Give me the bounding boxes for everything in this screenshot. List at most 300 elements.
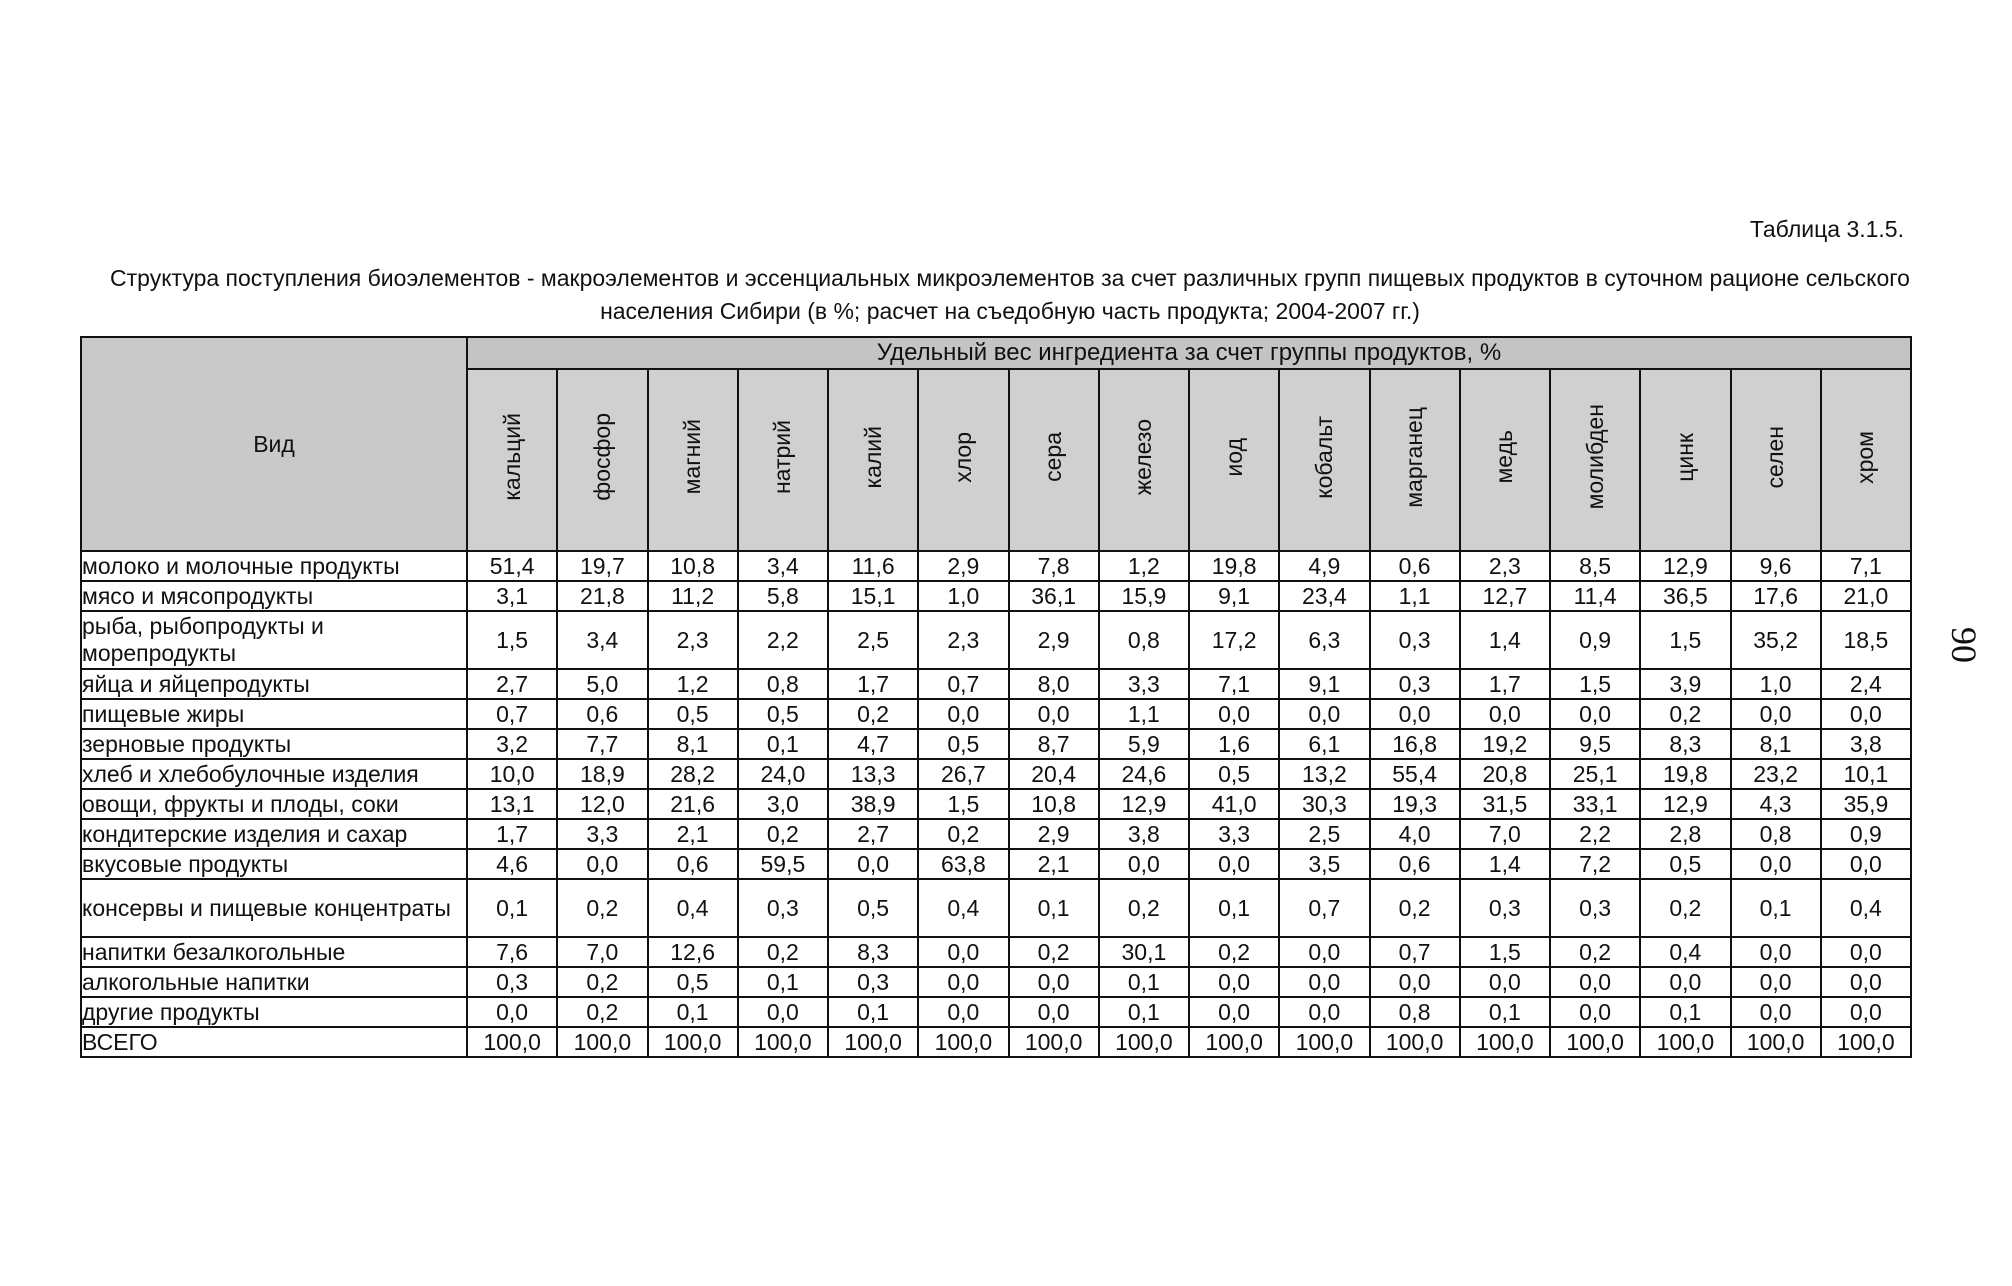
product-group-name: хлеб и хлебобулочные изделия (81, 759, 467, 789)
value-cell: 11,6 (828, 551, 918, 581)
table-row (81, 937, 1911, 967)
table-row (81, 789, 1911, 819)
element-label: кобальт (1310, 415, 1337, 499)
value-cell: 7,0 (557, 937, 647, 967)
value-cell: 0,2 (1640, 879, 1730, 937)
element-label: хром (1852, 430, 1879, 484)
value-cell: 7,1 (1821, 551, 1911, 581)
value-cell: 0,3 (1460, 879, 1550, 937)
value-cell: 1,5 (467, 611, 557, 669)
value-cell: 1,6 (1189, 729, 1279, 759)
value-cell: 10,8 (1009, 789, 1099, 819)
value-cell: 16,8 (1370, 729, 1460, 759)
element-label: калий (859, 425, 886, 489)
value-cell: 1,5 (918, 789, 1008, 819)
product-group-name: молоко и молочные продукты (81, 551, 467, 581)
product-group-name: другие продукты (81, 997, 467, 1027)
value-cell: 1,2 (648, 669, 738, 699)
value-cell: 2,2 (1550, 819, 1640, 849)
value-cell: 0,0 (1550, 699, 1640, 729)
value-cell: 9,1 (1279, 669, 1369, 699)
column-header-element (557, 369, 647, 551)
value-cell: 0,2 (1550, 937, 1640, 967)
value-cell: 2,3 (918, 611, 1008, 669)
column-header-element (1460, 369, 1550, 551)
value-cell: 0,0 (1821, 997, 1911, 1027)
product-group-name: зерновые продукты (81, 729, 467, 759)
value-cell: 1,5 (1550, 669, 1640, 699)
column-header-element (467, 369, 557, 551)
value-cell: 0,0 (1731, 997, 1821, 1027)
value-cell: 8,1 (1731, 729, 1821, 759)
value-cell: 0,0 (1821, 699, 1911, 729)
value-cell: 10,0 (467, 759, 557, 789)
value-cell: 4,9 (1279, 551, 1369, 581)
value-cell: 35,2 (1731, 611, 1821, 669)
value-cell: 2,5 (828, 611, 918, 669)
value-cell: 0,5 (918, 729, 1008, 759)
value-cell: 0,0 (1460, 699, 1550, 729)
column-header-element (1370, 369, 1460, 551)
value-cell: 2,5 (1279, 819, 1369, 849)
value-cell: 7,0 (1460, 819, 1550, 849)
value-cell: 1,7 (1460, 669, 1550, 699)
value-cell: 0,2 (557, 967, 647, 997)
value-cell: 0,5 (648, 967, 738, 997)
value-cell: 21,0 (1821, 581, 1911, 611)
value-cell: 100,0 (918, 1027, 1008, 1057)
value-cell: 4,7 (828, 729, 918, 759)
value-cell: 19,2 (1460, 729, 1550, 759)
value-cell: 100,0 (557, 1027, 647, 1057)
value-cell: 1,7 (467, 819, 557, 849)
value-cell: 0,2 (828, 699, 918, 729)
product-group-name: вкусовые продукты (81, 849, 467, 879)
value-cell: 0,3 (738, 879, 828, 937)
value-cell: 0,0 (828, 849, 918, 879)
value-cell: 0,1 (738, 729, 828, 759)
value-cell: 0,6 (1370, 551, 1460, 581)
value-cell: 0,0 (1279, 699, 1369, 729)
value-cell: 0,0 (1731, 967, 1821, 997)
value-cell: 2,3 (648, 611, 738, 669)
product-group-name: яйца и яйцепродукты (81, 669, 467, 699)
table-row (81, 1027, 1911, 1057)
table-row (81, 819, 1911, 849)
value-cell: 0,0 (1731, 849, 1821, 879)
value-cell: 0,0 (918, 699, 1008, 729)
value-cell: 13,1 (467, 789, 557, 819)
value-cell: 19,8 (1189, 551, 1279, 581)
value-cell: 0,0 (1009, 997, 1099, 1027)
value-cell: 18,5 (1821, 611, 1911, 669)
value-cell: 0,0 (1189, 699, 1279, 729)
value-cell: 0,2 (738, 937, 828, 967)
element-label: натрий (769, 419, 796, 494)
table-row (81, 997, 1911, 1027)
row-header-cell: Вид (81, 337, 467, 551)
product-group-name: овощи, фрукты и плоды, соки (81, 789, 467, 819)
table-caption: Структура поступления биоэлементов - макроэлементов и эссенциальных микроэлементов за счет различных групп пищевых продуктов в суточном рационе сельского населения Сибири (в %; расчет на съедобную часть продукта; 2004-2007 гг.) (110, 265, 1910, 324)
element-label: фосфор (588, 413, 615, 501)
value-cell: 1,1 (1370, 581, 1460, 611)
value-cell: 10,1 (1821, 759, 1911, 789)
element-label: селен (1762, 425, 1789, 489)
value-cell: 0,0 (1821, 937, 1911, 967)
column-header-element (1189, 369, 1279, 551)
value-cell: 0,3 (828, 967, 918, 997)
value-cell: 0,2 (1189, 937, 1279, 967)
value-cell: 0,7 (1279, 879, 1369, 937)
value-cell: 17,6 (1731, 581, 1821, 611)
value-cell: 17,2 (1189, 611, 1279, 669)
column-header-element (1731, 369, 1821, 551)
value-cell: 0,0 (1821, 967, 1911, 997)
value-cell: 0,2 (1370, 879, 1460, 937)
value-cell: 36,5 (1640, 581, 1730, 611)
value-cell: 7,1 (1189, 669, 1279, 699)
value-cell: 0,1 (1640, 997, 1730, 1027)
value-cell: 0,1 (1009, 879, 1099, 937)
product-group-name: ВСЕГО (81, 1027, 467, 1057)
value-cell: 2,3 (1460, 551, 1550, 581)
value-cell: 2,4 (1821, 669, 1911, 699)
value-cell: 30,3 (1279, 789, 1369, 819)
value-cell: 12,9 (1640, 551, 1730, 581)
product-group-name: рыба, рыбопродукты и морепродукты (81, 611, 467, 669)
value-cell: 63,8 (918, 849, 1008, 879)
value-cell: 3,4 (738, 551, 828, 581)
value-cell: 12,6 (648, 937, 738, 967)
value-cell: 0,0 (1460, 967, 1550, 997)
value-cell: 0,5 (738, 699, 828, 729)
value-cell: 0,0 (1279, 937, 1369, 967)
value-cell: 3,3 (1189, 819, 1279, 849)
value-cell: 0,7 (1370, 937, 1460, 967)
value-cell: 15,1 (828, 581, 918, 611)
value-cell: 100,0 (738, 1027, 828, 1057)
value-cell: 0,7 (467, 699, 557, 729)
value-cell: 0,5 (648, 699, 738, 729)
value-cell: 5,0 (557, 669, 647, 699)
value-cell: 2,7 (828, 819, 918, 849)
value-cell: 1,4 (1460, 611, 1550, 669)
value-cell: 100,0 (1099, 1027, 1189, 1057)
value-cell: 2,1 (1009, 849, 1099, 879)
value-cell: 0,9 (1550, 611, 1640, 669)
value-cell: 51,4 (467, 551, 557, 581)
value-cell: 0,2 (1099, 879, 1189, 937)
column-header-element (1550, 369, 1640, 551)
value-cell: 11,4 (1550, 581, 1640, 611)
value-cell: 0,0 (1099, 849, 1189, 879)
value-cell: 0,8 (738, 669, 828, 699)
value-cell: 59,5 (738, 849, 828, 879)
value-cell: 11,2 (648, 581, 738, 611)
element-label: кальций (498, 413, 525, 501)
value-cell: 7,2 (1550, 849, 1640, 879)
group-header-cell: Удельный вес ингредиента за счет группы продуктов, % (467, 337, 1911, 369)
table-row (81, 759, 1911, 789)
column-header-element (1099, 369, 1189, 551)
product-group-name: мясо и мясопродукты (81, 581, 467, 611)
value-cell: 6,3 (1279, 611, 1369, 669)
value-cell: 3,3 (557, 819, 647, 849)
value-cell: 0,0 (1370, 967, 1460, 997)
value-cell: 1,0 (918, 581, 1008, 611)
value-cell: 0,4 (1821, 879, 1911, 937)
column-header-element (1821, 369, 1911, 551)
value-cell: 8,3 (1640, 729, 1730, 759)
value-cell: 0,5 (828, 879, 918, 937)
column-header-element (1640, 369, 1730, 551)
value-cell: 0,0 (918, 967, 1008, 997)
value-cell: 4,0 (1370, 819, 1460, 849)
value-cell: 0,0 (1189, 997, 1279, 1027)
value-cell: 24,6 (1099, 759, 1189, 789)
value-cell: 19,8 (1640, 759, 1730, 789)
value-cell: 5,9 (1099, 729, 1189, 759)
value-cell: 21,6 (648, 789, 738, 819)
element-label: марганец (1401, 406, 1428, 508)
value-cell: 19,3 (1370, 789, 1460, 819)
value-cell: 0,8 (1731, 819, 1821, 849)
value-cell: 0,0 (1009, 699, 1099, 729)
value-cell: 0,9 (1821, 819, 1911, 849)
value-cell: 0,0 (1731, 937, 1821, 967)
table-number: Таблица 3.1.5. (1749, 216, 1904, 242)
table-row (81, 879, 1911, 937)
table-row (81, 729, 1911, 759)
value-cell: 13,2 (1279, 759, 1369, 789)
value-cell: 0,3 (1370, 611, 1460, 669)
value-cell: 0,0 (738, 997, 828, 1027)
value-cell: 100,0 (648, 1027, 738, 1057)
value-cell: 38,9 (828, 789, 918, 819)
value-cell: 36,1 (1009, 581, 1099, 611)
value-cell: 18,9 (557, 759, 647, 789)
value-cell: 23,2 (1731, 759, 1821, 789)
value-cell: 7,6 (467, 937, 557, 967)
value-cell: 8,3 (828, 937, 918, 967)
value-cell: 0,0 (1370, 699, 1460, 729)
value-cell: 0,2 (738, 819, 828, 849)
value-cell: 8,7 (1009, 729, 1099, 759)
value-cell: 100,0 (1821, 1027, 1911, 1057)
element-label: цинк (1671, 432, 1698, 482)
value-cell: 100,0 (1370, 1027, 1460, 1057)
column-header-element (1009, 369, 1099, 551)
value-cell: 0,6 (557, 699, 647, 729)
value-cell: 3,8 (1099, 819, 1189, 849)
value-cell: 0,8 (1099, 611, 1189, 669)
value-cell: 0,0 (557, 849, 647, 879)
table-row (81, 849, 1911, 879)
value-cell: 0,0 (918, 937, 1008, 967)
value-cell: 0,5 (1640, 849, 1730, 879)
value-cell: 35,9 (1821, 789, 1911, 819)
table-row (81, 581, 1911, 611)
value-cell: 24,0 (738, 759, 828, 789)
product-group-name: алкогольные напитки (81, 967, 467, 997)
value-cell: 4,6 (467, 849, 557, 879)
value-cell: 0,2 (1640, 699, 1730, 729)
element-label: хлор (949, 431, 976, 483)
value-cell: 1,4 (1460, 849, 1550, 879)
column-header-element (738, 369, 828, 551)
value-cell: 31,5 (1460, 789, 1550, 819)
value-cell: 23,4 (1279, 581, 1369, 611)
table-row (81, 551, 1911, 581)
value-cell: 1,0 (1731, 669, 1821, 699)
value-cell: 2,1 (648, 819, 738, 849)
value-cell: 0,0 (1731, 699, 1821, 729)
product-group-name: пищевые жиры (81, 699, 467, 729)
value-cell: 0,7 (918, 669, 1008, 699)
value-cell: 1,1 (1099, 699, 1189, 729)
value-cell: 9,1 (1189, 581, 1279, 611)
value-cell: 7,7 (557, 729, 647, 759)
value-cell: 0,0 (1550, 997, 1640, 1027)
value-cell: 0,1 (1099, 967, 1189, 997)
value-cell: 20,4 (1009, 759, 1099, 789)
value-cell: 3,1 (467, 581, 557, 611)
value-cell: 55,4 (1370, 759, 1460, 789)
element-label: медь (1491, 430, 1518, 484)
value-cell: 2,9 (1009, 611, 1099, 669)
column-header-element (1279, 369, 1369, 551)
value-cell: 0,2 (557, 997, 647, 1027)
value-cell: 3,5 (1279, 849, 1369, 879)
value-cell: 100,0 (1550, 1027, 1640, 1057)
column-header-element (918, 369, 1008, 551)
element-label: иод (1220, 437, 1247, 477)
value-cell: 0,1 (1460, 997, 1550, 1027)
value-cell: 13,3 (828, 759, 918, 789)
value-cell: 100,0 (828, 1027, 918, 1057)
value-cell: 9,5 (1550, 729, 1640, 759)
value-cell: 12,0 (557, 789, 647, 819)
value-cell: 8,1 (648, 729, 738, 759)
value-cell: 0,1 (648, 997, 738, 1027)
value-cell: 21,8 (557, 581, 647, 611)
value-cell: 0,5 (1189, 759, 1279, 789)
value-cell: 0,2 (918, 819, 1008, 849)
product-group-name: консервы и пищевые концентраты (81, 879, 467, 937)
value-cell: 1,5 (1460, 937, 1550, 967)
biolements-table (80, 336, 1912, 1058)
value-cell: 0,0 (1821, 849, 1911, 879)
table-row (81, 669, 1911, 699)
value-cell: 100,0 (467, 1027, 557, 1057)
table-row (81, 967, 1911, 997)
value-cell: 100,0 (1279, 1027, 1369, 1057)
value-cell: 100,0 (1460, 1027, 1550, 1057)
value-cell: 30,1 (1099, 937, 1189, 967)
value-cell: 3,3 (1099, 669, 1189, 699)
value-cell: 0,0 (1640, 967, 1730, 997)
value-cell: 9,6 (1731, 551, 1821, 581)
value-cell: 2,9 (1009, 819, 1099, 849)
value-cell: 0,1 (738, 967, 828, 997)
value-cell: 3,0 (738, 789, 828, 819)
value-cell: 3,8 (1821, 729, 1911, 759)
value-cell: 1,2 (1099, 551, 1189, 581)
value-cell: 0,0 (467, 997, 557, 1027)
value-cell: 5,8 (738, 581, 828, 611)
value-cell: 41,0 (1189, 789, 1279, 819)
column-header-element (648, 369, 738, 551)
table-row (81, 611, 1911, 669)
value-cell: 19,7 (557, 551, 647, 581)
value-cell: 3,4 (557, 611, 647, 669)
value-cell: 0,0 (1189, 849, 1279, 879)
element-label: молибден (1581, 404, 1608, 510)
value-cell: 0,0 (1550, 967, 1640, 997)
value-cell: 1,7 (828, 669, 918, 699)
page-number: 90 (1944, 627, 1984, 663)
value-cell: 2,8 (1640, 819, 1730, 849)
value-cell: 0,3 (1370, 669, 1460, 699)
value-cell: 2,9 (918, 551, 1008, 581)
product-group-name: напитки безалкогольные (81, 937, 467, 967)
value-cell: 0,0 (1009, 967, 1099, 997)
value-cell: 0,1 (1189, 879, 1279, 937)
value-cell: 0,4 (1640, 937, 1730, 967)
value-cell: 28,2 (648, 759, 738, 789)
column-header-element (828, 369, 918, 551)
element-label: железо (1130, 418, 1157, 496)
value-cell: 10,8 (648, 551, 738, 581)
value-cell: 26,7 (918, 759, 1008, 789)
value-cell: 15,9 (1099, 581, 1189, 611)
value-cell: 12,9 (1640, 789, 1730, 819)
value-cell: 33,1 (1550, 789, 1640, 819)
value-cell: 2,7 (467, 669, 557, 699)
value-cell: 0,6 (648, 849, 738, 879)
value-cell: 0,4 (918, 879, 1008, 937)
value-cell: 0,1 (1099, 997, 1189, 1027)
value-cell: 100,0 (1189, 1027, 1279, 1057)
element-label: сера (1040, 432, 1067, 482)
value-cell: 100,0 (1009, 1027, 1099, 1057)
value-cell: 100,0 (1731, 1027, 1821, 1057)
value-cell: 0,1 (828, 997, 918, 1027)
value-cell: 100,0 (1640, 1027, 1730, 1057)
value-cell: 0,4 (648, 879, 738, 937)
value-cell: 0,0 (1279, 997, 1369, 1027)
value-cell: 0,0 (1279, 967, 1369, 997)
value-cell: 0,3 (467, 967, 557, 997)
value-cell: 12,9 (1099, 789, 1189, 819)
value-cell: 7,8 (1009, 551, 1099, 581)
value-cell: 0,0 (918, 997, 1008, 1027)
value-cell: 0,2 (1009, 937, 1099, 967)
value-cell: 4,3 (1731, 789, 1821, 819)
value-cell: 0,2 (557, 879, 647, 937)
value-cell: 8,0 (1009, 669, 1099, 699)
value-cell: 8,5 (1550, 551, 1640, 581)
value-cell: 25,1 (1550, 759, 1640, 789)
value-cell: 3,2 (467, 729, 557, 759)
table-row (81, 699, 1911, 729)
value-cell: 2,2 (738, 611, 828, 669)
value-cell: 0,6 (1370, 849, 1460, 879)
value-cell: 0,8 (1370, 997, 1460, 1027)
product-group-name: кондитерские изделия и сахар (81, 819, 467, 849)
value-cell: 20,8 (1460, 759, 1550, 789)
value-cell: 0,1 (1731, 879, 1821, 937)
